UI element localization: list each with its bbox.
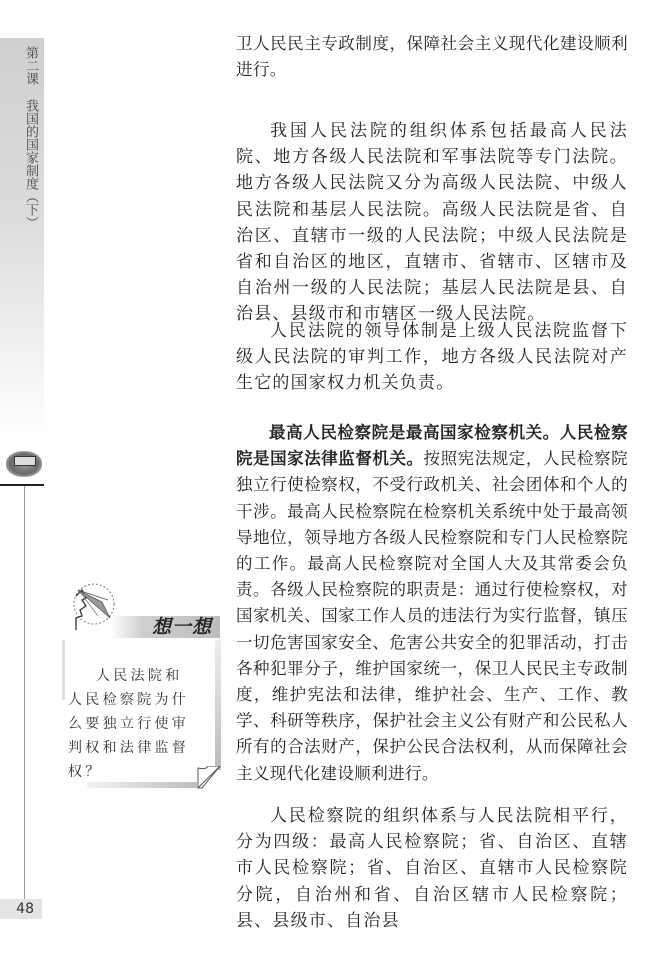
paragraph-procuratorate (236, 420, 628, 787)
chapter-tab-label (22, 46, 38, 229)
page-curl-icon (196, 766, 222, 790)
building-emblem-icon (6, 451, 42, 477)
paragraph-procuratorate-system: 人民检察院的组织体系与人民法院相平行，分为四级：最高人民检察院；省、自治区、直辖市人民检察院；省、自治区、直辖市人民检察院分院，自治州和省、自治区辖市人民检察院；县、县级市、自治县 (236, 806, 628, 931)
paragraph-court-system: 我国人民法院的组织体系包括最高人民法院、地方各级人民法院和军事法院等专门法院。地方各级人民法院又分为高级人民法院、中级人民法院和基层人民法院。高级人民法院是省、自治区、直辖市一级的人民法院；中级人民法院是省和自治区的地区，直辖市、省辖市、区辖市及自治州一级的人民法院；基层人民法院是县、自治县、县级市和市辖区一级人民法院。 (236, 121, 628, 325)
think-title: 想一想 (151, 616, 212, 638)
chapter-title: 我国的国家制度（下） (23, 99, 38, 229)
think-header-bar (110, 616, 220, 638)
frame-edge (215, 640, 221, 770)
divider (0, 484, 44, 486)
key-statement: 最高人民检察院是最高国家检察机关。人民检察院是国家法律监督机关。 (236, 423, 628, 469)
chapter-lesson: 第二课 (23, 46, 38, 85)
think-box (62, 580, 222, 810)
paragraph-court-leadership: 人民法院的领导体制是上级人民法院监督下级人民法院的审判工作，地方各级人民法院对产生它的国家权力机关负责。 (236, 321, 628, 394)
page-number: 48 (0, 899, 42, 919)
margin-line (24, 486, 25, 900)
thinking-head-icon (62, 580, 120, 642)
paragraph-continuation: 卫人民民主专政制度，保障社会主义现代化建设顺利进行。 (236, 34, 628, 80)
frame-edge (62, 640, 65, 700)
paragraph-body: 按照宪法规定，人民检察院独立行使检察权，不受行政机关、社会团体和个人的干涉。最高人民检察院在检察机关系统中处于最高领导地位，领导地方各级人民检察院和专门人民检察院的工作。最高人民检察院对全国人大及其常委会负责。各级人民检察院的职责是：通过行使检察权，对国家机关、国家工作人员的违法行为实行监督，镇压一切危害国家安全、危害公共安全的犯罪活动，打击各种犯罪分子，维护国家统一，保卫人民民主专政制度，维护宪法和法律，维护社会、生产、工作、教学、科研等秩序，保护社会主义公有财产和公民私人所有的合法财产，保护公民合法权利，从而保障社会主义现代化建设顺利进行。 (236, 449, 628, 783)
think-question: 人民法院和人民检察院为什么要独立行使审判权和法律监督权？ (68, 668, 190, 780)
